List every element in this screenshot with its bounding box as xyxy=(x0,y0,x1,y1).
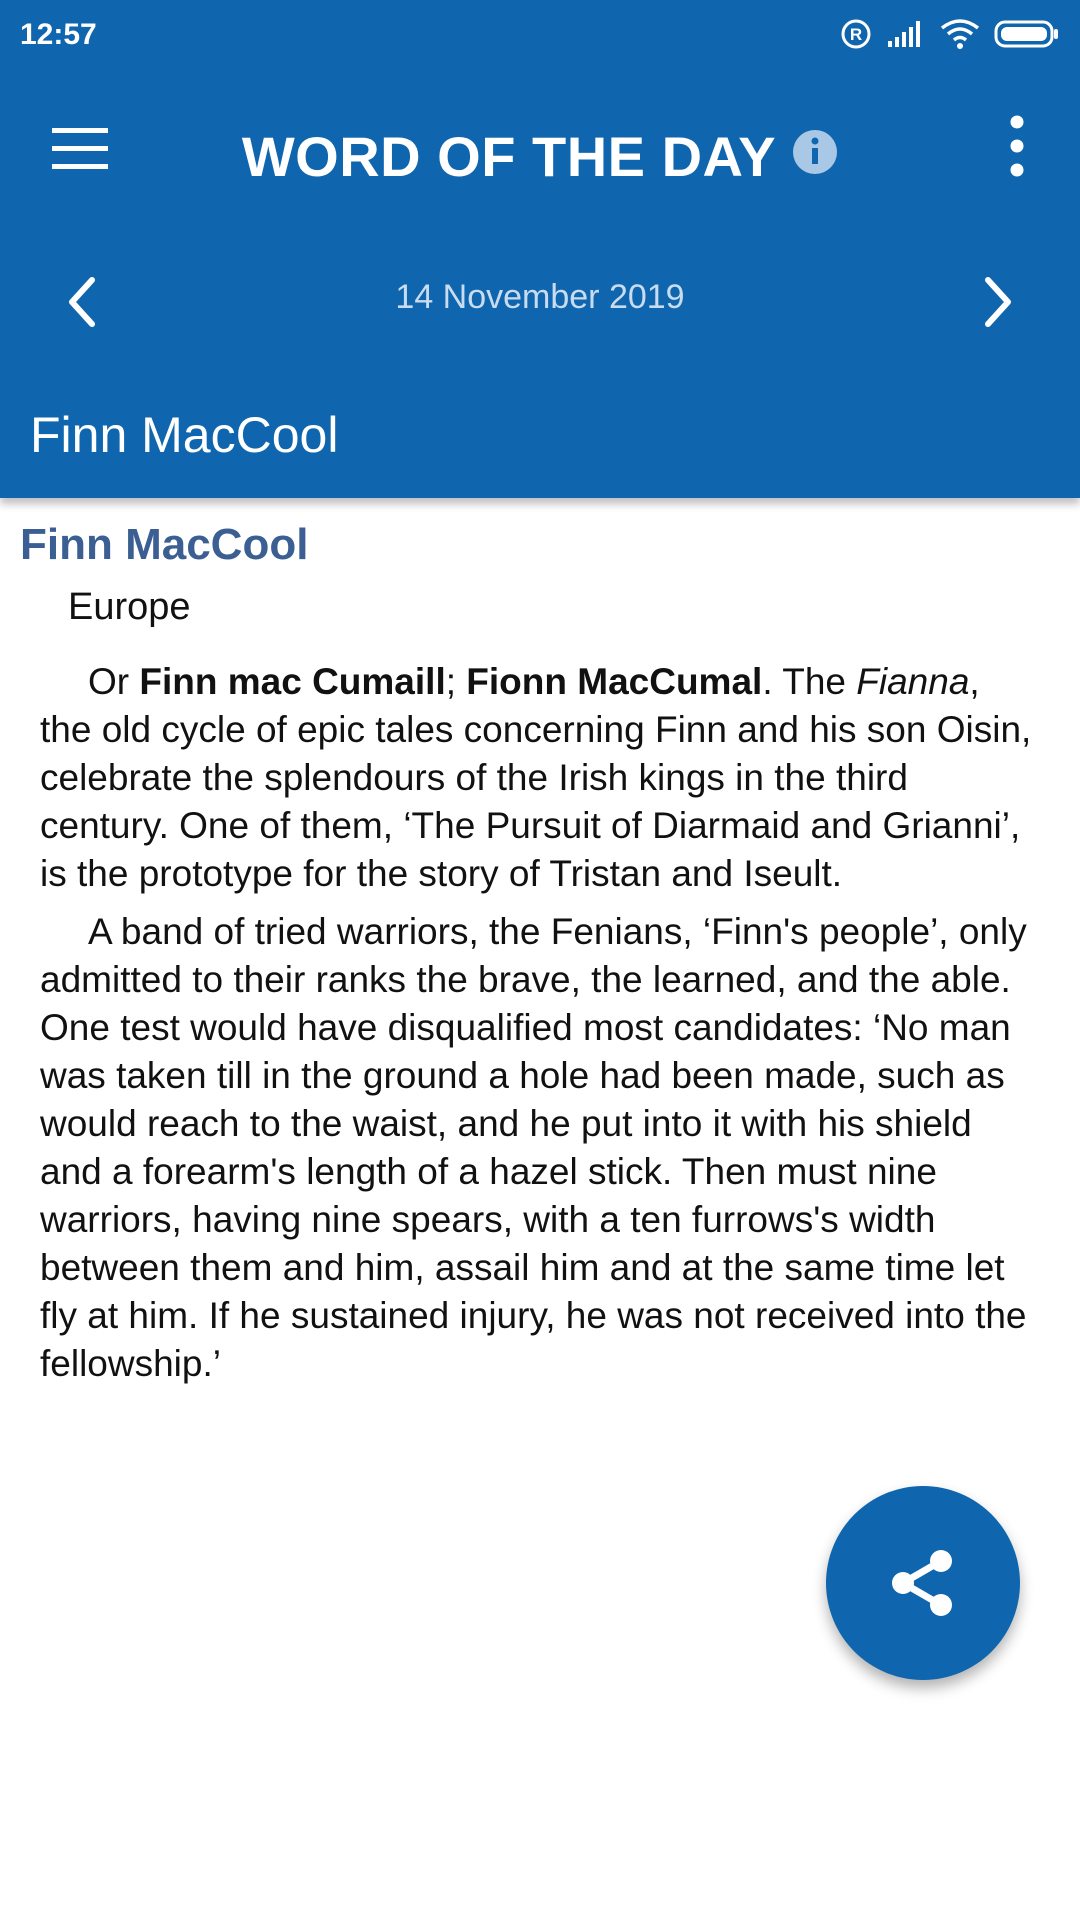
status-time: 12:57 xyxy=(20,18,97,51)
toolbar xyxy=(0,74,1080,224)
italic-title: Fianna xyxy=(856,661,970,702)
text-run: . The xyxy=(762,661,857,702)
text-run: Or xyxy=(88,661,140,702)
registered-icon xyxy=(840,18,872,50)
alt-name: Fionn MacCumal xyxy=(466,661,763,702)
app-title xyxy=(0,124,1080,194)
more-vert-icon[interactable] xyxy=(1002,114,1032,178)
paragraph-2: A band of tried warriors, the Fenians, ‘Finn's people’, only admitted to their ranks the brave, the learned, and the able. One test would have disqualified most candidates: ‘No man was taken till in the ground a hole had been made, such as would reach to the waist, and he put into it with his shield and a forearm's length of a hazel stick. Then must nine warriors, having nine spears, with a ten furrows's width between them and him, assail him and at the same time let fly at him. If he sustained injury, he was not received into the fellowship.’ xyxy=(40,911,1027,1384)
date-navigator xyxy=(0,250,1080,360)
share-icon xyxy=(883,1543,963,1623)
info-icon[interactable] xyxy=(792,123,838,188)
battery-icon xyxy=(994,19,1060,49)
entry-title: Finn MacCool xyxy=(30,407,339,463)
text-run: , the old cycle of epic tales concerning Finn and his son Oisin, celebrate the splendours of the Irish kings in the third century. One of them, ‘The Pursuit of Diarmaid and Grianni’, is the prototype for the story of Tristan and Iseult. xyxy=(40,661,1032,894)
share-button[interactable] xyxy=(826,1486,1020,1680)
alt-name: Finn mac Cumaill xyxy=(139,661,446,702)
text-run: ; xyxy=(445,661,467,702)
status-bar xyxy=(0,0,1080,74)
app-bar xyxy=(0,0,1080,498)
entry-body xyxy=(40,658,1040,1398)
signal-icon xyxy=(886,19,926,49)
chevron-right-icon[interactable] xyxy=(972,272,1022,332)
app-title-text: WORD OF THE DAY xyxy=(241,125,777,188)
svg-text:R: R xyxy=(849,25,863,44)
paragraph-1 xyxy=(40,658,1040,898)
status-icons xyxy=(840,18,1060,50)
region-label: Europe xyxy=(68,586,191,628)
headword: Finn MacCool xyxy=(20,520,309,569)
current-date[interactable]: 14 November 2019 xyxy=(395,278,685,316)
wifi-icon xyxy=(940,18,980,50)
